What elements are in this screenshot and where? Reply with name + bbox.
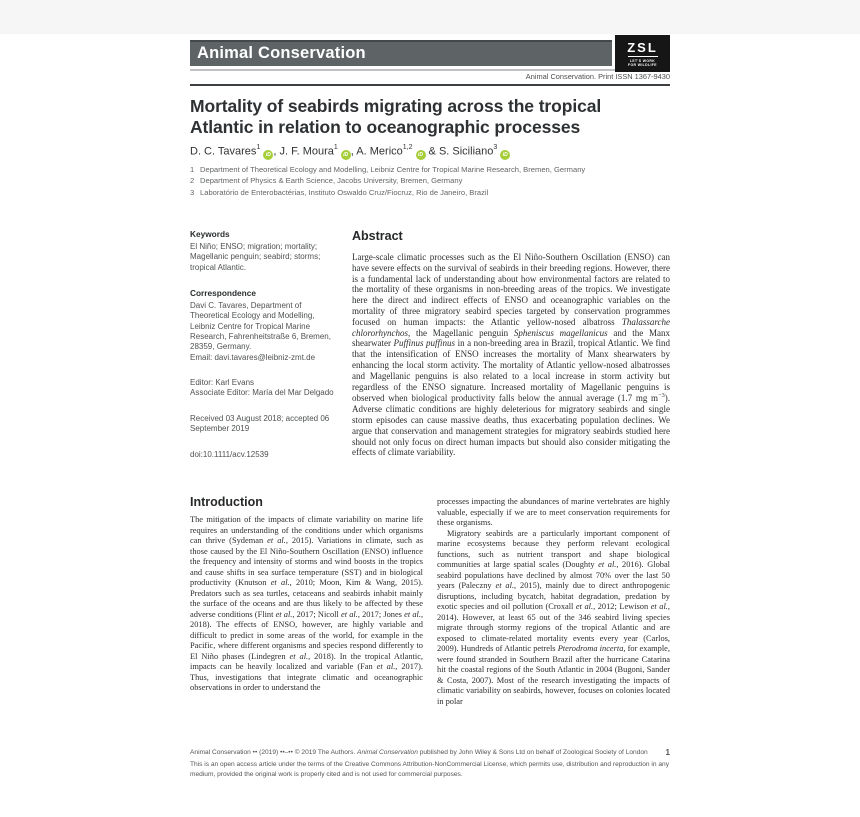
- editor-block: [190, 378, 340, 399]
- intro-column-right: [437, 495, 670, 707]
- keywords-label: Keywords: [190, 229, 230, 239]
- affiliation-number: 2: [190, 176, 195, 186]
- correspondence-email: Email: davi.tavares@leibniz-zmt.de: [190, 352, 316, 362]
- author-separator: &: [425, 145, 439, 158]
- journal-title: Animal Conservation: [197, 44, 366, 62]
- issn-line: Animal Conservation. Print ISSN 1367-9430: [525, 72, 670, 81]
- article-page: [190, 0, 670, 817]
- author-line: [190, 145, 670, 160]
- article-title: Mortality of seabirds migrating across the tropical Atlantic in relation to oceanographic processes: [190, 96, 602, 137]
- affiliation-text: Laboratório de Enterobactérias, Instituto Oswaldo Cruz/Fiocruz, Rio de Janeiro, Brazil: [200, 187, 489, 197]
- intro-right-paragraph-2: Migratory seabirds are a particularly important component of marine ecosystems because they perform relevant ecological functions, such as nutrient transport and shape biological communities at large spatial scales (Doughty et al., 2016). Global seabird populations have declined by almost 70% over the last 50 years (Paleczny et al., 2015), mainly due to direct anthropogenic disruptions, including bycatch, habitat degradation, predation by exotic species and oil pollution (Croxall et al., 2012; Lewison et al., 2014). However, at least 65 out of the 346 seabird living species migrate through stormy regions of the tropical Atlantic and are exposed to climate-related mortality events every year (Carlos, 2009). Hundreds of Atlantic petrels Pterodroma incerta, for example, were found stranded in Southern Brazil after the hurricane Catarina hit the coastal regions of the South Atlantic in 2004 (Bugoni, Sander & Costa, 2007). Most of the research investigating the impacts of climatic variability on seabirds, however, focuses on colonies located in polar: [437, 528, 670, 706]
- zsl-tagline-1: LET'S WORK: [629, 58, 656, 63]
- header-rule-dark: [190, 84, 670, 86]
- header-rule-light: [190, 69, 670, 71]
- affiliation-text: Department of Physics & Earth Science, Jacobs University, Bremen, Germany: [200, 176, 463, 186]
- zsl-logo-text: ZSL: [627, 39, 658, 55]
- intro-column-left: [190, 495, 423, 707]
- keywords-text: El Niño; ENSO; migration; mortality; Magellanic penguin; seabird; storms; tropical Atlantic.: [190, 241, 321, 272]
- received-block: [190, 414, 340, 435]
- doi-line: doi:10.1111/acv.12539: [190, 449, 269, 459]
- abstract-heading: Abstract: [352, 229, 403, 243]
- intro-left-paragraph: The mitigation of the impacts of climate variability on marine life requires an understanding of the conditions under which organisms can thrive (Sydeman et al., 2015). Variations in climate, such as those caused by the El Niño-Southern Oscillation (ENSO) influence the frequency and intensity of storms and wind boosts in the tropics and cause shifts in sea surface temperature (SST) and in biological productivity (Knutson et al., 2010; Moon, Kim & Wang, 2015). Predators such as sea turtles, cetaceans and seabirds inhabit mainly the surface of the oceans and are thus likely to be affected by these adverse conditions (Flint et al., 2017; Nicoll et al., 2017; Jones et al., 2018). The effects of ENSO, however, are highly variable and difficult to predict in some areas of the world, for example in the Pacific, where different organisms and species respond differently to El Niño phases (Lindegren et al., 2018). In the tropical Atlantic, impacts can be heavily localized and variable (Fan et al., 2017). Thus, investigations that integrate climatic and oceanographic observations in order to understand the: [190, 515, 424, 692]
- orcid-icon[interactable]: iD: [416, 150, 426, 160]
- orcid-icon[interactable]: iD: [341, 150, 351, 160]
- keywords-block: [190, 229, 340, 273]
- author-affiliation-sup: 1: [256, 144, 261, 151]
- correspondence-label: Correspondence: [190, 287, 256, 298]
- affiliation-item: [190, 165, 670, 175]
- journal-header-bar: [190, 40, 612, 66]
- zsl-tagline-2: FOR WILDLIFE: [628, 62, 657, 67]
- affiliation-item: [190, 176, 670, 186]
- author-name: J. F. Moura: [279, 145, 334, 158]
- affiliation-item: [190, 188, 670, 198]
- abstract-container: [352, 229, 670, 475]
- page-footer: [190, 748, 670, 780]
- zsl-logo-underline: [628, 56, 658, 57]
- introduction-heading: Introduction: [190, 495, 263, 509]
- footer-citation: Animal Conservation •• (2019) ••–•• © 2019 The Authors. Animal Conservation published by John Wiley & Sons Ltd on behalf of Zoological Society of London: [190, 749, 648, 756]
- affiliation-list: [190, 165, 670, 199]
- intro-right-paragraph-1: processes impacting the abundances of marine vertebrates are highly valuable, especially if we are to meet conservation requirements for these organisms.: [437, 497, 670, 527]
- orcid-icon[interactable]: iD: [500, 150, 510, 160]
- zsl-logo: [615, 35, 670, 72]
- author-name: S. Siciliano: [438, 145, 494, 158]
- article-info-sidebar: [190, 229, 340, 475]
- footer-license: This is an open access article under the terms of the Creative Commons Attribution-NonCommercial License, which permits use, distribution and reproduction in any medium, provided the original work is properly cited and is not used for commercial purposes.: [190, 761, 670, 778]
- editor-line: Editor: Karl Evans: [190, 378, 255, 388]
- correspondence-block: [190, 288, 340, 363]
- correspondence-text: Davi C. Tavares, Department of Theoretical Ecology and Modelling, Leibniz Centre for Tropical Marine Research, Fahrenheitstraße 6, Bremen, 28359, Germany.: [190, 300, 331, 352]
- affiliation-text: Department of Theoretical Ecology and Modelling, Leibniz Centre for Tropical Marine Research, Bremen, Germany: [200, 165, 586, 174]
- author-affiliation-sup: 1,2: [402, 144, 413, 151]
- introduction-section: [190, 495, 670, 707]
- orcid-icon[interactable]: iD: [263, 150, 273, 160]
- author-affiliation-sup: 1: [333, 144, 338, 151]
- author-name: D. C. Tavares: [190, 145, 257, 158]
- associate-editor-line: Associate Editor: María del Mar Delgado: [190, 388, 334, 398]
- affiliation-number: 1: [190, 165, 195, 174]
- author-separator: ,: [350, 145, 357, 158]
- affiliation-number: 3: [190, 187, 195, 197]
- author-name: A. Merico: [356, 145, 403, 158]
- received-line: Received 03 August 2018; accepted 06 September 2019: [190, 413, 330, 434]
- abstract-section: [190, 229, 670, 475]
- author-separator: ,: [273, 145, 280, 158]
- abstract-body: Large-scale climatic processes such as the El Niño-Southern Oscillation (ENSO) can have severe effects on the survival of seabirds in their breeding regions. However, there is a fundamental lack of understanding about how environmental factors are related to the mortality of these organisms in non-breeding areas of the tropics. We investigate here the direct and indirect effects of ENSO and oceanographic variables on the mortality of three migratory seabird species targeted by conservation programmes focused on human impacts: the Atlantic yellow-nosed albatross Thalassarche chlororhynchos, the Magellanic penguin Spheniscus magellanicus and the Manx shearwater Puffinus puffinus in a non-breeding area in Brazil, tropical Atlantic. We find that the intensification of ENSO increases the mortality of Manx shearwaters by enhancing the local storm activity. The mortality of Atlantic yellow-nosed albatrosses and Magellanic penguins is also related to a local increase in storm activity but regardless of the ENSO signature. Increased mortality of Magellanic penguins is observed when biological productivity falls below the annual average (1.7 mg $m^{-3}$). Adverse climatic conditions are highly deleterious for migratory seabirds and single storm episodes can cause massive deaths, thus exacerbating population declines. We argue that conservation and management strategies for migratory seabirds studied here should not only focus on direct human impacts but should also consider mitigating the effects of climate variability.: [352, 252, 670, 458]
- doi-block: [190, 450, 340, 460]
- author-affiliation-sup: 3: [493, 144, 498, 151]
- page-number: 1: [665, 748, 670, 757]
